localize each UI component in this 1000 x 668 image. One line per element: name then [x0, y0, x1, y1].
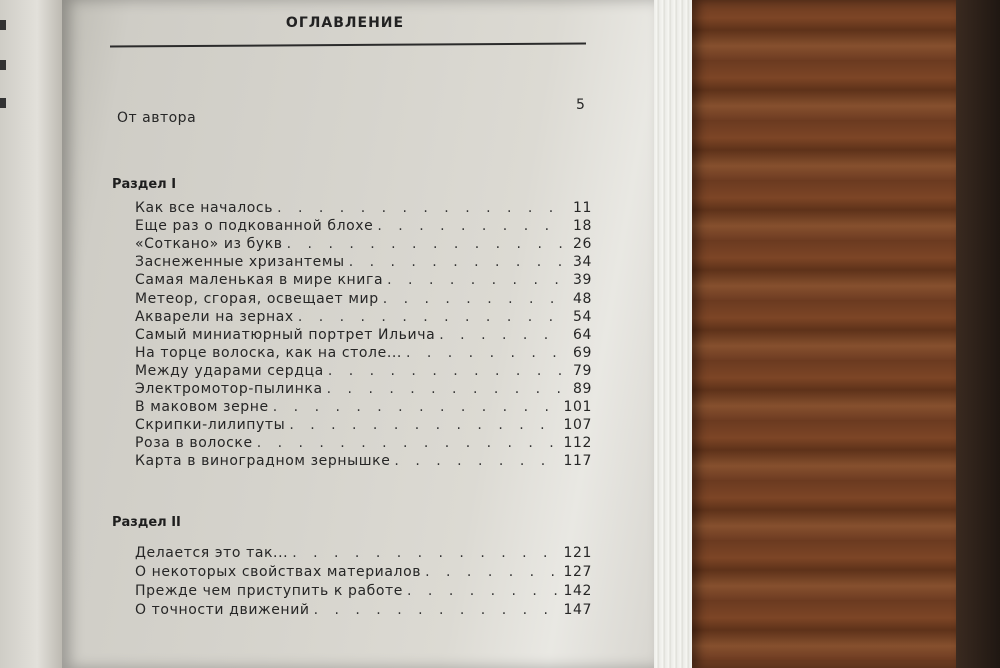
toc-entry	[135, 545, 592, 561]
toc-entry	[135, 272, 592, 288]
entry-title: «Сотканo» из букв	[135, 236, 283, 253]
text-fragment	[0, 98, 6, 108]
entry-page: 11	[572, 200, 592, 216]
toc-entry	[135, 254, 592, 270]
entry-title: Заснеженные хризантемы	[135, 254, 345, 271]
entry-page: 26	[572, 236, 592, 253]
toc-entry	[135, 583, 592, 599]
entry-title: Между ударами сердца	[135, 362, 324, 379]
dot-leader	[277, 200, 566, 216]
background	[956, 0, 1000, 668]
page-title: ОГЛАВЛЕНИЕ	[285, 15, 405, 31]
toc-entry	[135, 200, 592, 216]
dot-leader	[394, 453, 559, 469]
entry-page: 147	[563, 602, 592, 618]
toc-entry	[135, 309, 592, 325]
entry-title: Делается это так...	[135, 545, 289, 561]
text-fragment	[0, 60, 6, 70]
toc-entry	[135, 236, 592, 252]
preface-label: От автора	[117, 110, 197, 126]
entry-page: 112	[563, 435, 592, 452]
entry-page: 121	[563, 545, 592, 561]
entry-page: 89	[572, 381, 592, 397]
toc-entry	[135, 602, 592, 618]
dot-leader	[273, 399, 560, 415]
entry-title: Как все началось	[135, 200, 274, 216]
toc-entry	[135, 218, 592, 234]
toc-entry	[135, 417, 592, 433]
toc-entry	[135, 345, 592, 361]
dot-leader	[349, 254, 566, 270]
toc-entry	[135, 435, 592, 451]
entry-page: 54	[572, 308, 592, 325]
dot-leader	[292, 545, 559, 561]
toc-entry	[135, 453, 592, 469]
entry-title: Самый миниатюрный портрет Ильича	[135, 326, 436, 343]
entry-page: 18	[572, 218, 592, 235]
entry-title: Роза в волоске	[135, 435, 253, 452]
entry-page: 79	[572, 362, 592, 379]
entry-page: 34	[572, 254, 592, 271]
dot-leader	[287, 236, 566, 252]
entry-page: 48	[572, 290, 592, 307]
entry-title: На торце волоска, как на столе...	[135, 344, 402, 361]
dot-leader	[327, 381, 566, 397]
entry-title: Самая маленькая в мире книга	[135, 272, 384, 289]
dot-leader	[383, 291, 566, 307]
entry-title: Скрипки-лилипуты	[135, 417, 286, 434]
toc-entry	[135, 564, 592, 580]
preface-page: 5	[576, 97, 585, 113]
entry-title: Метеор, сгорая, освещает мир	[135, 290, 379, 307]
entry-page: 107	[563, 417, 592, 434]
left-page	[0, 0, 62, 668]
entry-title: В маковом зерне	[135, 399, 269, 416]
entry-title: О некоторых свойствах материалов	[135, 564, 422, 580]
wooden-table	[692, 0, 956, 668]
dot-leader	[407, 583, 559, 599]
toc-entry	[135, 291, 592, 307]
toc-entry	[135, 327, 592, 343]
entry-title: О точности движений	[135, 602, 310, 618]
section-heading: Раздел II	[112, 515, 181, 530]
toc-entry	[135, 399, 592, 415]
toc-entry	[135, 381, 592, 397]
dot-leader	[257, 435, 560, 451]
dot-leader	[387, 272, 566, 288]
dot-leader	[439, 327, 566, 343]
entry-title: Еще раз о подкованной блохе	[135, 218, 374, 235]
dot-leader	[377, 218, 566, 234]
toc-entry	[135, 363, 592, 379]
entry-page: 69	[572, 344, 592, 361]
text-fragment	[0, 20, 6, 30]
dot-leader	[406, 345, 566, 361]
entry-title: Электромотор-пылинка	[135, 381, 323, 397]
entry-page: 39	[572, 272, 592, 289]
entry-page: 101	[563, 399, 592, 416]
entry-title: Акварели на зернах	[135, 308, 294, 325]
entry-title: Прежде чем приступить к работе	[135, 583, 404, 599]
section-heading: Раздел I	[112, 177, 177, 192]
entry-page: 142	[563, 583, 592, 599]
dot-leader	[314, 602, 560, 618]
entry-page: 127	[563, 564, 592, 580]
entry-page: 117	[563, 453, 592, 470]
page-edges	[654, 0, 692, 668]
dot-leader	[425, 564, 559, 580]
dot-leader	[289, 417, 559, 433]
dot-leader	[328, 363, 566, 379]
entry-title: Карта в виноградном зернышке	[135, 453, 391, 470]
dot-leader	[298, 309, 566, 325]
entry-page: 64	[572, 326, 592, 343]
